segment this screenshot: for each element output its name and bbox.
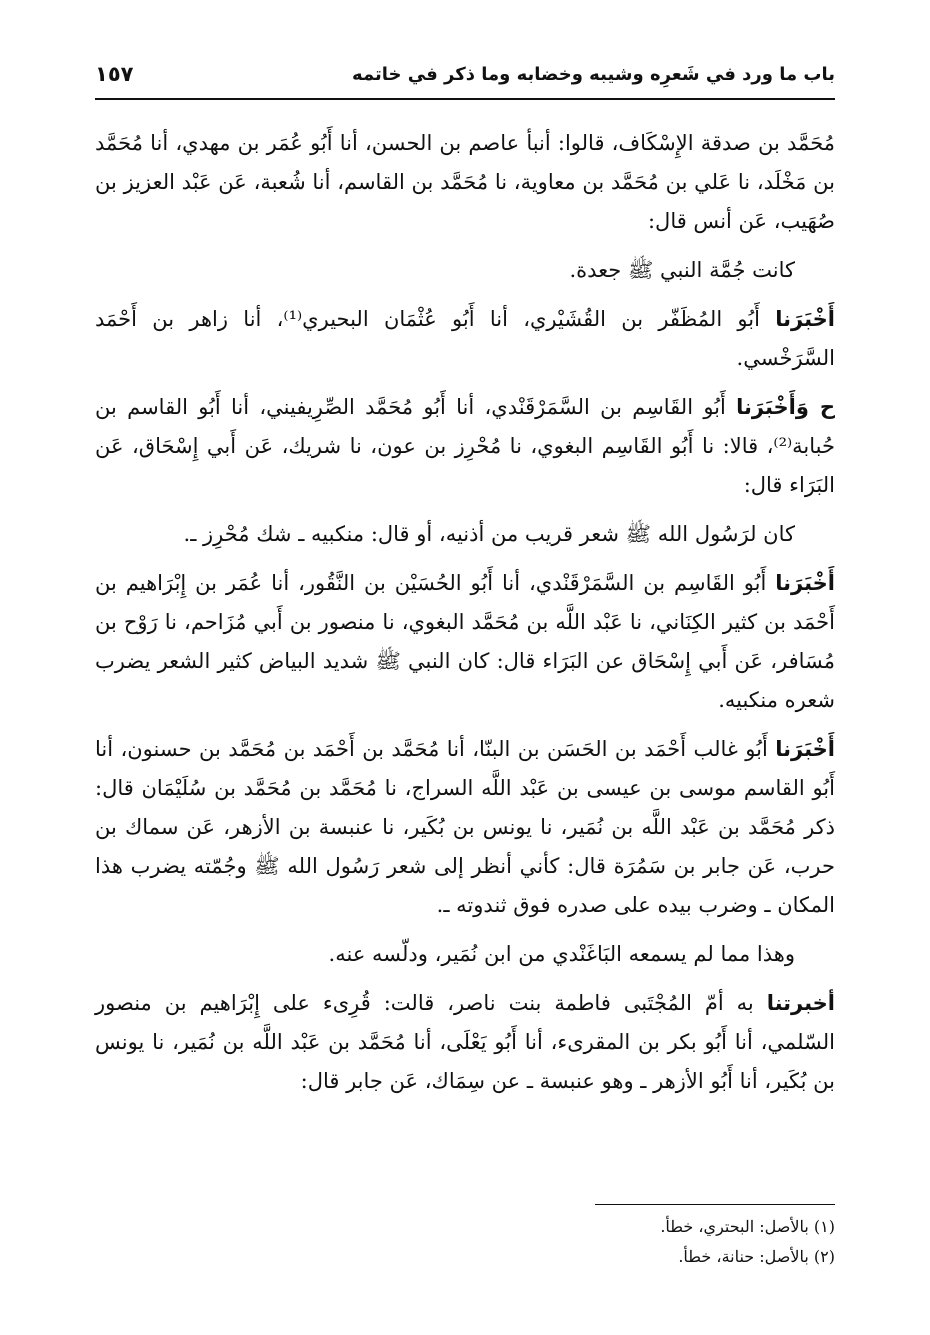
paragraph [95, 251, 835, 290]
main-text [95, 124, 835, 1111]
paragraph [95, 515, 835, 554]
footnotes [95, 1212, 835, 1272]
paragraph [95, 388, 835, 505]
paragraph [95, 935, 835, 974]
paragraph-text: أَبُو غالب أَحْمَد بن الحَسَن بن البنّا، أنا مُحَمَّد بن أَحْمَد بن مُحَمَّد بن حسنون، أنا أَبُو القاسم موسى بن عيسى بن عَبْد اللَّه السراج، نا مُحَمَّد بن مُحَمَّد بن سُلَيْمَان قال: ذكر مُحَمَّد بن عَبْد اللَّه بن نُمَير، نا يونس بن بُكَير، نا عنبسة بن الأزهر، عَن سماك بن حرب، عَن جابر بن سَمُرَة قال: كأني أنظر إلى شعر رَسُول الله ﷺ وجُمّته يضرب هذا المكان ـ وضرب بيده على صدره فوق ثندوته ـ. [95, 737, 835, 917]
paragraph [95, 300, 835, 378]
paragraph-text: مُحَمَّد بن صدقة الإِسْكَاف، قالوا: أنبأ عاصم بن الحسن، أنا أَبُو عُمَر بن مهدي، أنا مُحَمَّد بن مَخْلَد، نا عَلي بن مُحَمَّد بن معاوية، نا مُحَمَّد بن القاسم، أنا شُعبة، عَن عَبْد العزيز بن صُهَيب، عَن أنس قال: [95, 131, 835, 233]
paragraph-text: أَبُو المُظَفّر بن القُشَيْري، أنا أَبُو عُثْمَان البحيري⁽¹⁾، أنا زاهر بن أَحْمَد السَّرَخْسي. [95, 307, 835, 370]
footnote-separator [595, 1204, 835, 1205]
paragraph-lead: أَخْبَرَنا [775, 737, 835, 761]
paragraph-lead: أَخْبَرَنا [775, 307, 835, 331]
paragraph [95, 984, 835, 1101]
paragraph [95, 564, 835, 720]
paragraph-text: أَبُو القَاسِم بن السَّمَرْقَنْدي، أنا أَبُو الحُسَيْن بن النَّقُور، أنا عُمَر بن إِبْرَاهيم بن أَحْمَد بن كثير الكِنَاني، نا عَبْد اللَّه بن مُحَمَّد البغوي، نا منصور بن أَبي مُزَاحم، نا رَوْح بن مُسَافر، عَن أَبي إِسْحَاق عن البَرَاء قال: كان النبي ﷺ شديد البياض كثير الشعر يضرب شعره منكبيه. [95, 571, 835, 712]
footnote-2: (٢) بالأصل: حنانة، خطأ. [678, 1247, 835, 1266]
page-number: ١٥٧ [95, 62, 134, 86]
paragraph-text: وهذا مما لم يسمعه البَاغَنْدي من ابن نُمَير، ودلّسه عنه. [328, 942, 795, 966]
paragraph-text: كان لرَسُول الله ﷺ شعر قريب من أذنيه، أو قال: منكبيه ـ شك مُحْرِز ـ. [183, 522, 795, 546]
paragraph [95, 730, 835, 925]
paragraph-lead: أَخْبَرَنا [775, 571, 835, 595]
paragraph [95, 124, 835, 241]
paragraph-text: به أمّ المُجْتَبى فاطمة بنت ناصر، قالت: قُرِىء على إِبْرَاهيم بن منصور السّلمي، أنا أَبُو بكر بن المقرىء، أنا أَبُو يَعْلَى، أنا مُحَمَّد بن عَبْد اللَّه بن نُمَير، نا يونس بن بُكَير، أنا أَبُو الأزهر ـ وهو عنبسة ـ عن سِمَاك، عَن جابر قال: [95, 991, 835, 1093]
footnote-1: (١) بالأصل: البحتري، خطأ. [660, 1217, 835, 1236]
paragraph-lead: ح وَأَخْبَرَنا [736, 395, 835, 419]
chapter-title: باب ما ورد في شَعرِه وشيبه وخضابه وما ذكر في خاتمه [352, 64, 835, 85]
paragraph-text: أَبُو القَاسِم بن السَّمَرْقَنْدي، أنا أَبُو مُحَمَّد الصِّرِيفيني، أنا أَبُو القاسم بن حُبابة⁽²⁾، قالا: نا أَبُو القَاسِم البغوي، نا مُحْرِز بن عون، نا شريك، عَن أَبي إِسْحَاق، عَن البَرَاء قال: [95, 395, 835, 497]
paragraph-lead: أخبرتنا [766, 991, 835, 1015]
running-header [95, 58, 835, 100]
paragraph-text: كانت جُمَّة النبي ﷺ جعدة. [569, 258, 795, 282]
